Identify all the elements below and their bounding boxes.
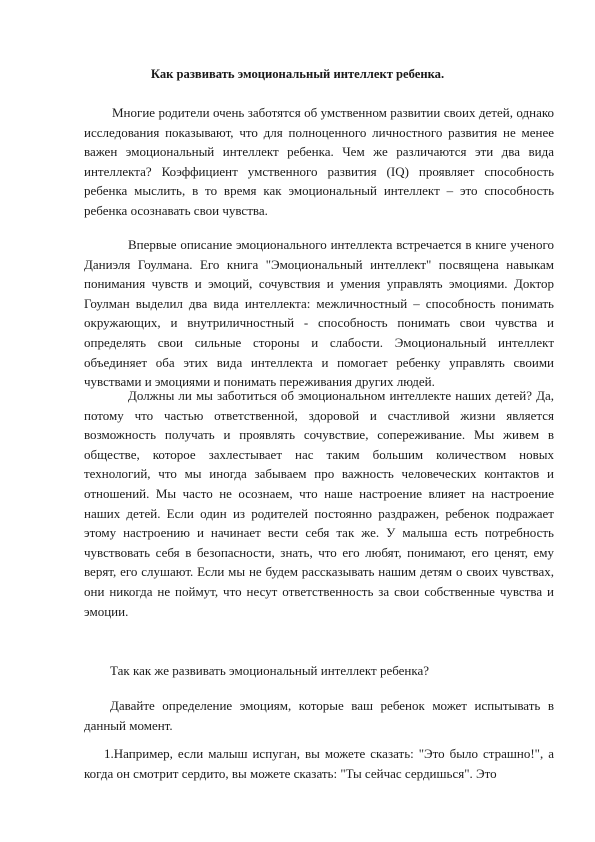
paragraph-question: Так как же развивать эмоциональный интеллект ребенка? [110, 663, 430, 678]
paragraph-example: 1.Например, если малыш испуган, вы можете сказать: "Это было страшно!", а когда он смотрит сердито, вы можете сказать: "Ты сейчас сердишься". Это [84, 746, 554, 781]
paragraph-importance: Должны ли мы заботиться об эмоциональном интеллекте наших детей? Да, потому что частью ответственной, здоровой и счастливой жизни является возможность получать и проявлять сочувствие, сопереживание. Мы живем в обществе, которое захлестывает нас таким большим количеством новых технологий, что мы иногда забываем про важность человеческих контактов и отношений. Мы часто не осознаем, что наше настроение влияет на настроение наших детей. Если один из родителей постоянно раздражен, ребенок подражает этому настроению и начинает вести себя так же. У малыша есть потребность чувствовать себя в безопасности, знать, что его любят, понимают, его ценят, ему верят, его слушают. Если мы не будем рассказывать нашим детям о своих чувствах, они никогда не поймут, что несут ответственность за свои собственные чувства и эмоции. [84, 388, 554, 619]
document-title: Как развивать эмоциональный интеллект ребенка. [150, 67, 445, 81]
paragraph-goleman: Впервые описание эмоционального интеллекта встречается в книге ученого Даниэля Гоулмана. Его книга "Эмоциональный интеллект" посвящена навыкам понимания чувств и эмоций, сочувствия и умения управлять эмоциями. Доктор Гоулман выделил два вида интеллекта: межличностный – способность понимать окружающих, и внутриличностный - способность понимать свои чувства и определять свои сильные стороны и слабости. Эмоциональный интеллект объединяет оба этих вида интеллекта и помогает ребенку управлять своими чувствами и эмоциями и понимать переживания других людей. [84, 237, 554, 390]
paragraph-define-emotions: Давайте определение эмоциям, которые ваш ребенок может испытывать в данный момент. [84, 698, 554, 733]
paragraph-intro: Многие родители очень заботятся об умственном развитии своих детей, однако исследования показывают, что для полноценного личностного развития не менее важен эмоциональный интеллект ребенка. Чем же различаются эти два вида интеллекта? Коэффициент умственного развития (IQ) проявляет способность ребенка мыслить, в то время как эмоциональный интеллект – это способность ребенка осознавать свои чувства. [84, 105, 554, 218]
